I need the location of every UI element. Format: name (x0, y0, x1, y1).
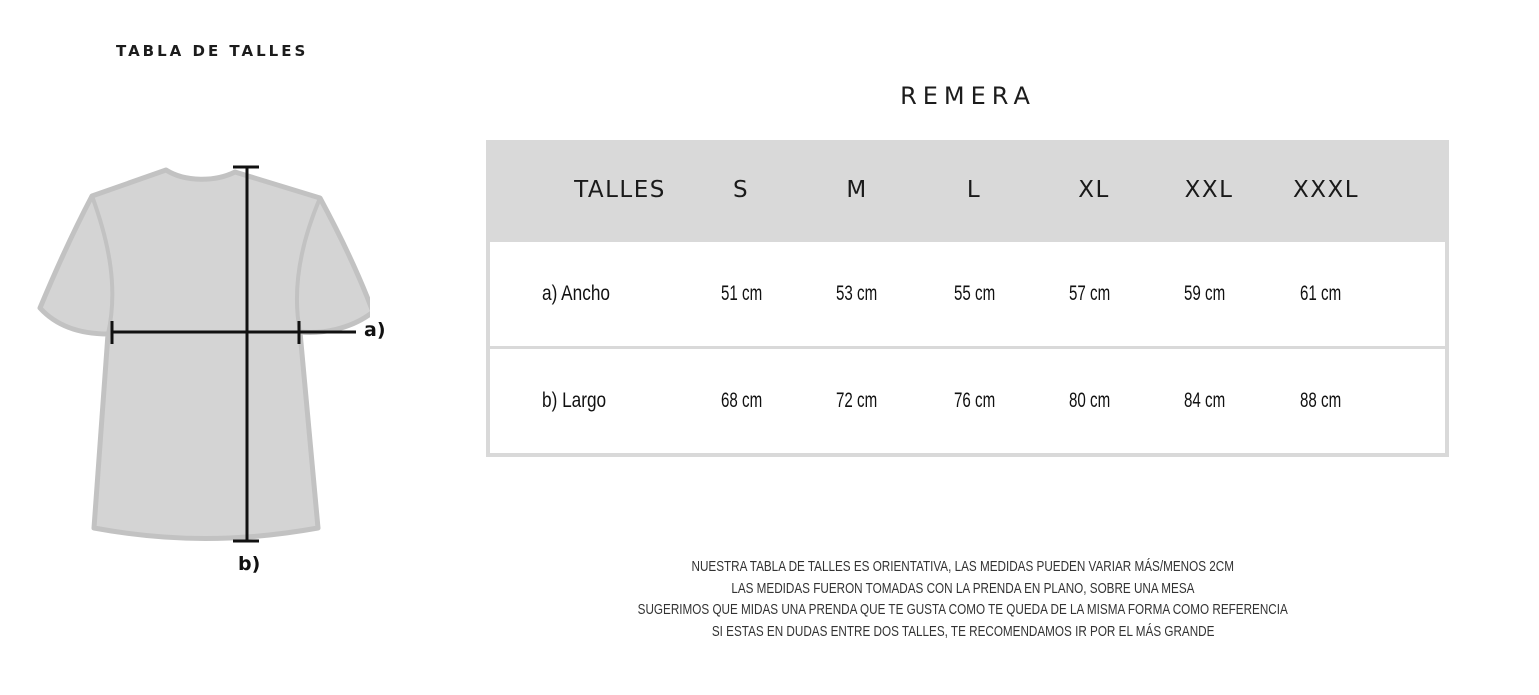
note-line: SUGERIMOS QUE MIDAS UNA PRENDA QUE TE GUSTA COMO TE QUEDA DE LA MISMA FORMA COMO REFERENCIA (637, 601, 1289, 618)
size-header-xxl: XXL (1184, 177, 1234, 203)
note-line: LAS MEDIDAS FUERON TOMADAS CON LA PRENDA EN PLANO, SOBRE UNA MESA (731, 579, 1195, 597)
note-line: NUESTRA TABLA DE TALLES ES ORIENTATIVA, LAS MEDIDAS PUEDEN VARIAR MÁS/MENOS 2CM (691, 558, 1235, 575)
page-title: TABLA DE TALLES (116, 42, 309, 60)
table-header-row (486, 140, 1449, 240)
value-cell: 59 cm (1184, 282, 1226, 305)
row-label-largo: b) Largo (542, 389, 607, 412)
tshirt-shape (40, 170, 370, 539)
value-cell: 76 cm (954, 389, 996, 412)
row-label-ancho: a) Ancho (542, 282, 610, 305)
value-cell: 51 cm (721, 282, 763, 305)
size-header-m: M (846, 177, 868, 203)
dimension-label-a: a) (364, 319, 386, 341)
value-cell: 68 cm (721, 389, 763, 412)
note-line: SI ESTAS EN DUDAS ENTRE DOS TALLES, TE RECOMENDAMOS IR POR EL MÁS GRANDE (711, 622, 1215, 640)
header-label: TALLES (574, 177, 666, 203)
value-cell: 88 cm (1300, 389, 1342, 412)
value-cell: 84 cm (1184, 389, 1226, 412)
size-header-xl: XL (1078, 177, 1110, 203)
size-header-s: S (732, 177, 750, 203)
tshirt-diagram (30, 160, 370, 550)
size-table (486, 140, 1449, 457)
value-cell: 55 cm (954, 282, 996, 305)
value-cell: 57 cm (1069, 282, 1111, 305)
size-header-l: L (966, 177, 982, 203)
size-header-xxxl: XXXL (1292, 177, 1360, 203)
product-title: REMERA (900, 82, 1036, 110)
value-cell: 61 cm (1300, 282, 1342, 305)
table-row-largo (490, 349, 1445, 453)
dimension-label-b: b) (238, 553, 261, 575)
value-cell: 80 cm (1069, 389, 1111, 412)
table-row-ancho (490, 242, 1445, 346)
value-cell: 72 cm (836, 389, 878, 412)
size-notes (463, 556, 1463, 642)
value-cell: 53 cm (836, 282, 878, 305)
